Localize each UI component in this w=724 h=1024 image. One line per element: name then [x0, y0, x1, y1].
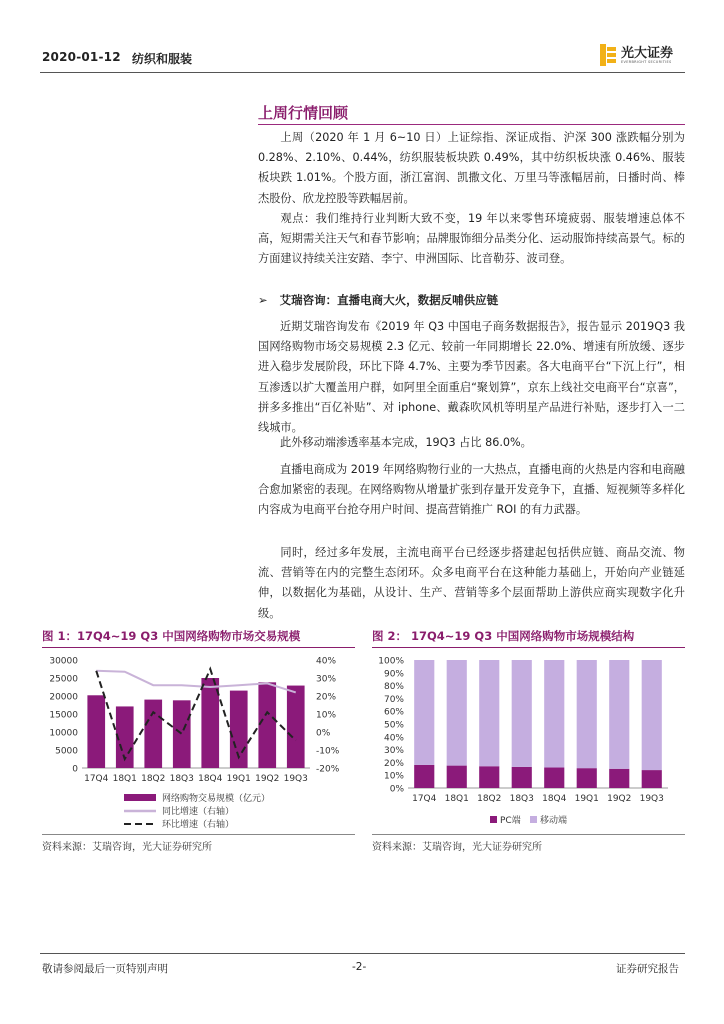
- y-tick-label: 60%: [383, 707, 404, 718]
- x-tick-label: 19Q3: [283, 774, 308, 784]
- logo-mark-icon: [600, 44, 616, 66]
- mobile-bar-segment: [609, 660, 629, 769]
- x-tick-label: 19Q3: [639, 794, 664, 804]
- y-tick-label: 70%: [383, 694, 404, 705]
- x-tick-label: 18Q1: [112, 774, 137, 784]
- bar: [258, 682, 276, 768]
- y-right-tick-label: 30%: [316, 674, 337, 685]
- y-left-tick-label: 15000: [49, 710, 78, 721]
- x-tick-label: 18Q3: [509, 794, 534, 804]
- pc-bar-segment: [512, 767, 532, 788]
- figure-1-source: 资料来源：艾瑞咨询，光大证券研究所: [42, 842, 212, 853]
- legend-label-pc: PC端: [500, 816, 521, 826]
- legend-swatch-trade-volume: [124, 794, 156, 801]
- figure-1-source-divider: [42, 834, 355, 835]
- y-right-tick-label: 20%: [316, 692, 337, 703]
- legend-swatch-pc: [490, 816, 497, 823]
- figure-2-title: 图 2： 17Q4~19 Q3 中国网络购物市场规模结构: [372, 629, 635, 643]
- paragraph: 观点：我们维持行业判断大致不变，19 年以来零售环境疲弱、服装增速总体不高，短期需关注天气和春节影响；品牌服饰细分品类分化、运动服饰持续高景气。标的方面建议持续关注安踏、李宁、申洲国际、比音勒芬、波司登。: [258, 212, 685, 266]
- y-right-tick-label: -20%: [316, 764, 340, 775]
- x-tick-label: 18Q3: [169, 774, 194, 784]
- y-tick-label: 30%: [383, 746, 404, 757]
- figure-2-source-divider: [372, 834, 685, 835]
- y-tick-label: 20%: [383, 758, 404, 769]
- report-date: 2020-01-12: [42, 50, 121, 64]
- paragraph: 此外移动端渗透率基本完成，19Q3 占比 86.0%。: [280, 436, 532, 449]
- pc-bar-segment: [414, 765, 434, 788]
- x-tick-label: 18Q4: [198, 774, 223, 784]
- x-tick-label: 18Q1: [444, 794, 469, 804]
- y-right-tick-label: 10%: [316, 710, 337, 721]
- report-category: 纺织和服装: [132, 52, 193, 66]
- x-tick-label: 19Q2: [255, 774, 280, 784]
- figure-2-chart: [372, 650, 688, 832]
- y-tick-label: 0%: [389, 784, 404, 795]
- mobile-bar-segment: [642, 660, 662, 770]
- paragraph: 上周（2020 年 1 月 6~10 日）上证综指、深证成指、沪深 300 涨跌幅分别为 0.28%、2.10%、0.44%，纺织服装板块跌 0.49%，其中纺织板块涨 0.46%、服装板块跌 1.01%。个股方面，浙江富润、凯撒文化、万里马等涨幅居前，日播时尚、棒杰股份、欣龙控股等跌幅居前。: [258, 131, 685, 205]
- pc-bar-segment: [609, 769, 629, 788]
- mobile-bar-segment: [479, 660, 499, 766]
- y-left-tick-label: 5000: [55, 746, 78, 757]
- paragraph: 同时，经过多年发展，主流电商平台已经逐步搭建起包括供应链、商品交流、物流、营销等在内的完整生态闭环。众多电商平台在这种能力基础上，开始向产业链延伸，以数据化为基础，从设计、生产、营销等多个层面帮助上游供应商实现数字化升级。: [258, 546, 685, 620]
- y-left-tick-label: 30000: [49, 656, 78, 667]
- bullet-arrow-icon: ➢: [258, 293, 268, 307]
- bar: [87, 695, 105, 768]
- figure-1-divider: [42, 647, 355, 648]
- pc-bar-segment: [479, 766, 499, 788]
- figure-1-title: 图 1：17Q4~19 Q3 中国网络购物市场交易规模: [42, 629, 301, 643]
- figure-2-divider: [372, 647, 685, 648]
- mobile-bar-segment: [577, 660, 597, 768]
- x-tick-label: 19Q2: [607, 794, 632, 804]
- pc-bar-segment: [544, 768, 564, 788]
- mobile-bar-segment: [447, 660, 467, 766]
- x-tick-label: 19Q1: [226, 774, 251, 784]
- mobile-bar-segment: [544, 660, 564, 768]
- y-left-tick-label: 0: [72, 764, 78, 775]
- legend-swatch-mobile: [530, 816, 537, 823]
- legend-label-mobile: 移动端: [540, 816, 568, 826]
- y-tick-label: 100%: [378, 656, 404, 667]
- footer-disclaimer: 敬请参阅最后一页特别声明: [42, 963, 168, 975]
- y-tick-label: 90%: [383, 669, 404, 680]
- pc-bar-segment: [577, 768, 597, 788]
- bar: [173, 700, 191, 768]
- y-left-tick-label: 10000: [49, 728, 78, 739]
- y-tick-label: 40%: [383, 733, 404, 744]
- mobile-bar-segment: [414, 660, 434, 765]
- logo-subtext: EVERBRIGHT SECURITIES: [621, 59, 672, 64]
- x-tick-label: 18Q4: [542, 794, 567, 804]
- y-tick-label: 10%: [383, 771, 404, 782]
- company-logo: [600, 44, 673, 66]
- paragraph: 直播电商成为 2019 年网络购物行业的一大热点，直播电商的火热是内容和电商融合愈加紧密的表现。在网络购物从增量扩张到存量开发竞争下，直播、短视频等多样化内容成为电商平台抢夺用户时间、提高营销推广 ROI 的有力武器。: [258, 463, 685, 517]
- y-tick-label: 50%: [383, 720, 404, 731]
- bar: [201, 678, 219, 768]
- figure-2-source: 资料来源：艾瑞咨询，光大证券研究所: [372, 842, 542, 853]
- footer-divider: [40, 953, 685, 954]
- x-tick-label: 18Q2: [477, 794, 502, 804]
- section-title-underline: [258, 124, 685, 125]
- legend-label-qoq: 环比增速（右轴）: [162, 820, 235, 830]
- bullet-heading: ➢ 艾瑞咨询：直播电商大火，数据反哺供应链: [258, 293, 499, 307]
- figure-1-chart: [42, 650, 358, 832]
- pc-bar-segment: [642, 770, 662, 788]
- bar: [287, 686, 305, 768]
- page-number: -2-: [352, 961, 367, 973]
- x-tick-label: 17Q4: [84, 774, 109, 784]
- header-divider: [40, 72, 685, 73]
- x-tick-label: 18Q2: [141, 774, 166, 784]
- footer-report-type: 证券研究报告: [616, 963, 679, 975]
- y-left-tick-label: 20000: [49, 692, 78, 703]
- paragraph: 近期艾瑞咨询发布《2019 年 Q3 中国电子商务数据报告》，报告显示 2019Q3 我国网络购物市场交易规模 2.3 亿元、较前一年同期增长 22.0%、增速有所放缓、逐步进入稳步发展阶段，环比下降 4.7%、主要为季节因素。各大电商平台“下沉上行”，相互渗透以扩大覆盖用户群，如阿里全面重启“聚划算”，京东上线社交电商平台“京喜”，拼多多推出“百亿补贴”、对 iphone、戴森吹风机等明星产品进行补贴，逐步打入一二线城市。: [258, 320, 685, 435]
- pc-bar-segment: [447, 766, 467, 788]
- x-tick-label: 17Q4: [412, 794, 437, 804]
- bar: [144, 700, 162, 768]
- y-right-tick-label: -10%: [316, 746, 340, 757]
- section-title: 上周行情回顾: [258, 104, 349, 122]
- x-tick-label: 19Q1: [574, 794, 599, 804]
- y-right-tick-label: 0%: [316, 728, 331, 739]
- y-left-tick-label: 25000: [49, 674, 78, 685]
- mobile-bar-segment: [512, 660, 532, 767]
- legend-label-yoy: 同比增速（右轴）: [162, 807, 235, 817]
- legend-label-trade-volume: 网络购物交易规模（亿元）: [162, 794, 271, 804]
- y-right-tick-label: 40%: [316, 656, 337, 667]
- logo-text: 光大证券: [621, 45, 674, 61]
- y-tick-label: 80%: [383, 682, 404, 693]
